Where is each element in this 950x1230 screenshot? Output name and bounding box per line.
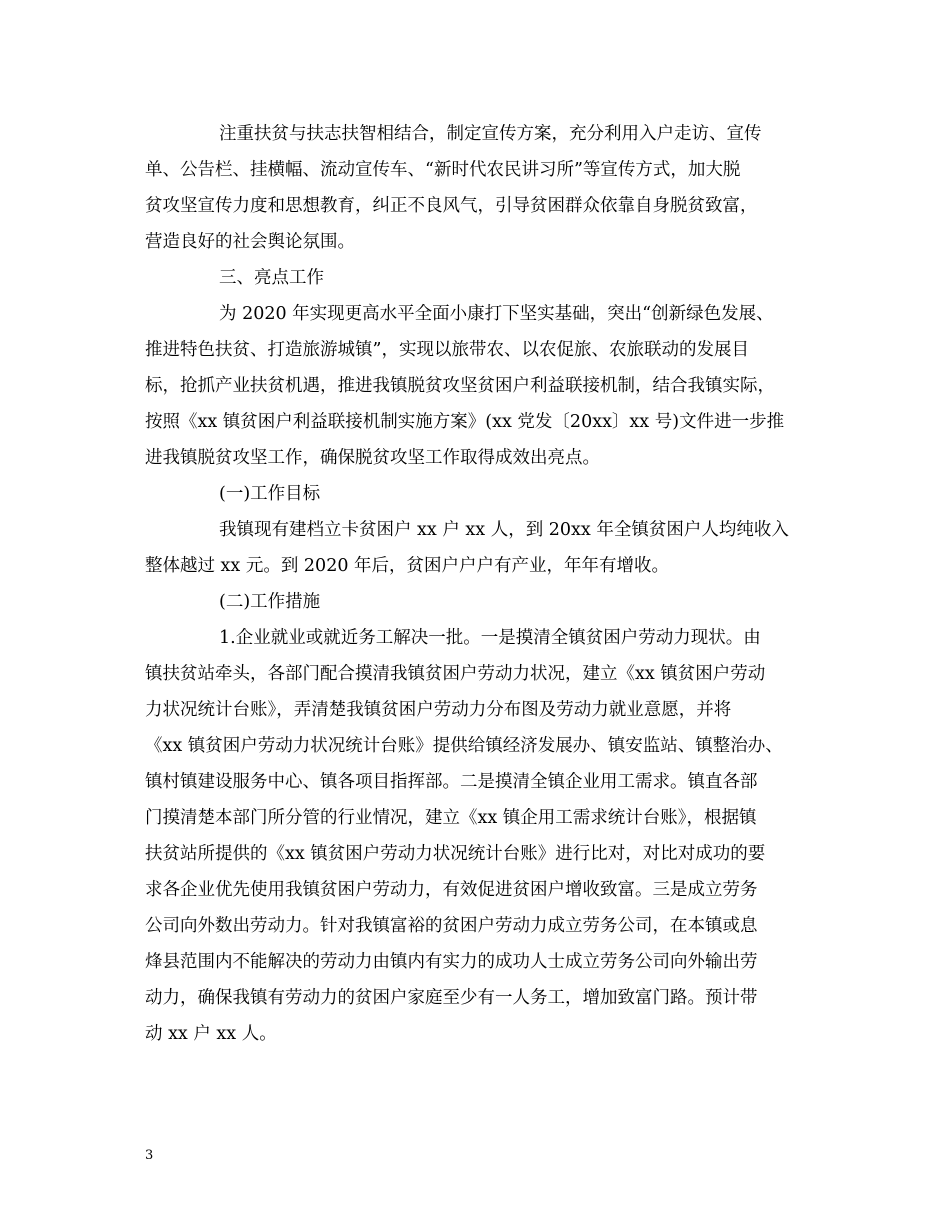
- page-number: 3: [145, 1148, 154, 1163]
- paragraph-line: 推进特色扶贫、打造旅游城镇”，实现以旅带农、以农促旅、农旅联动的发展目: [145, 340, 749, 360]
- paragraph-line: 整体越过 xx 元。到 2020 年后，贫困户户户有产业，年年有增收。: [145, 556, 670, 576]
- subsection-heading-measures: (二)工作措施: [219, 592, 321, 612]
- section-heading-highlights: 三、亮点工作: [219, 268, 324, 288]
- paragraph-line: 动 xx 户 xx 人。: [145, 1024, 277, 1044]
- paragraph-line: 力状况统计台账》，弄清楚我镇贫困户劳动力分布图及劳动力就业意愿，并将: [145, 700, 732, 720]
- paragraph-line: 公司向外数出劳动力。针对我镇富裕的贫困户劳动力成立劳务公司，在本镇或息: [145, 916, 758, 936]
- subsection-heading-goals: (一)工作目标: [219, 484, 321, 504]
- paragraph-line: 扶贫站所提供的《xx 镇贫困户劳动力状况统计台账》进行比对，对比对成功的要: [145, 844, 766, 864]
- paragraph-line: 营造良好的社会舆论氛围。: [145, 232, 355, 252]
- paragraph-line: 求各企业优先使用我镇贫困户劳动力，有效促进贫困户增收致富。三是成立劳务: [145, 880, 758, 900]
- document-body: [145, 116, 815, 1052]
- paragraph-line: 《xx 镇贫困户劳动力状况统计台账》提供给镇经济发展办、镇安监站、镇整治办、: [145, 736, 783, 756]
- paragraph-line: 进我镇脱贫攻坚工作，确保脱贫攻坚工作取得成效出亮点。: [145, 448, 600, 468]
- paragraph-line: 1.企业就业或就近务工解决一批。一是摸清全镇贫困户劳动力现状。由: [219, 628, 761, 648]
- paragraph-line: 为 2020 年实现更高水平全面小康打下坚实基础，突出“创新绿色发展、: [219, 304, 774, 324]
- paragraph-line: 注重扶贫与扶志扶智相结合，制定宣传方案，充分利用入户走访、宣传: [219, 124, 762, 144]
- paragraph-line: 镇村镇建设服务中心、镇各项目指挥部。二是摸清全镇企业用工需求。镇直各部: [145, 772, 758, 792]
- paragraph-line: 单、公告栏、挂横幅、流动宣传车、“新时代农民讲习所”等宣传方式，加大脱: [145, 160, 741, 180]
- paragraph-line: 动力，确保我镇有劳动力的贫困户家庭至少有一人务工，增加致富门路。预计带: [145, 988, 758, 1008]
- paragraph-line: 烽县范围内不能解决的劳动力由镇内有实力的成功人士成立劳务公司向外输出劳: [145, 952, 758, 972]
- paragraph-line: 镇扶贫站牵头，各部门配合摸清我镇贫困户劳动力状况，建立《xx 镇贫困户劳动: [145, 664, 766, 684]
- paragraph-line: 贫攻坚宣传力度和思想教育，纠正不良风气，引导贫困群众依靠自身脱贫致富，: [145, 196, 758, 216]
- paragraph-line: 按照《xx 镇贫困户利益联接机制实施方案》(xx 党发〔20xx〕xx 号)文件进一步推: [145, 412, 785, 432]
- paragraph-line: 我镇现有建档立卡贫困户 xx 户 xx 人，到 20xx 年全镇贫困户人均纯收入: [219, 520, 789, 540]
- paragraph-line: 标，抢抓产业扶贫机遇，推进我镇脱贫攻坚贫困户利益联接机制，结合我镇实际，: [145, 376, 775, 396]
- paragraph-line: 门摸清楚本部门所分管的行业情况，建立《xx 镇企用工需求统计台账》，根据镇: [145, 808, 757, 828]
